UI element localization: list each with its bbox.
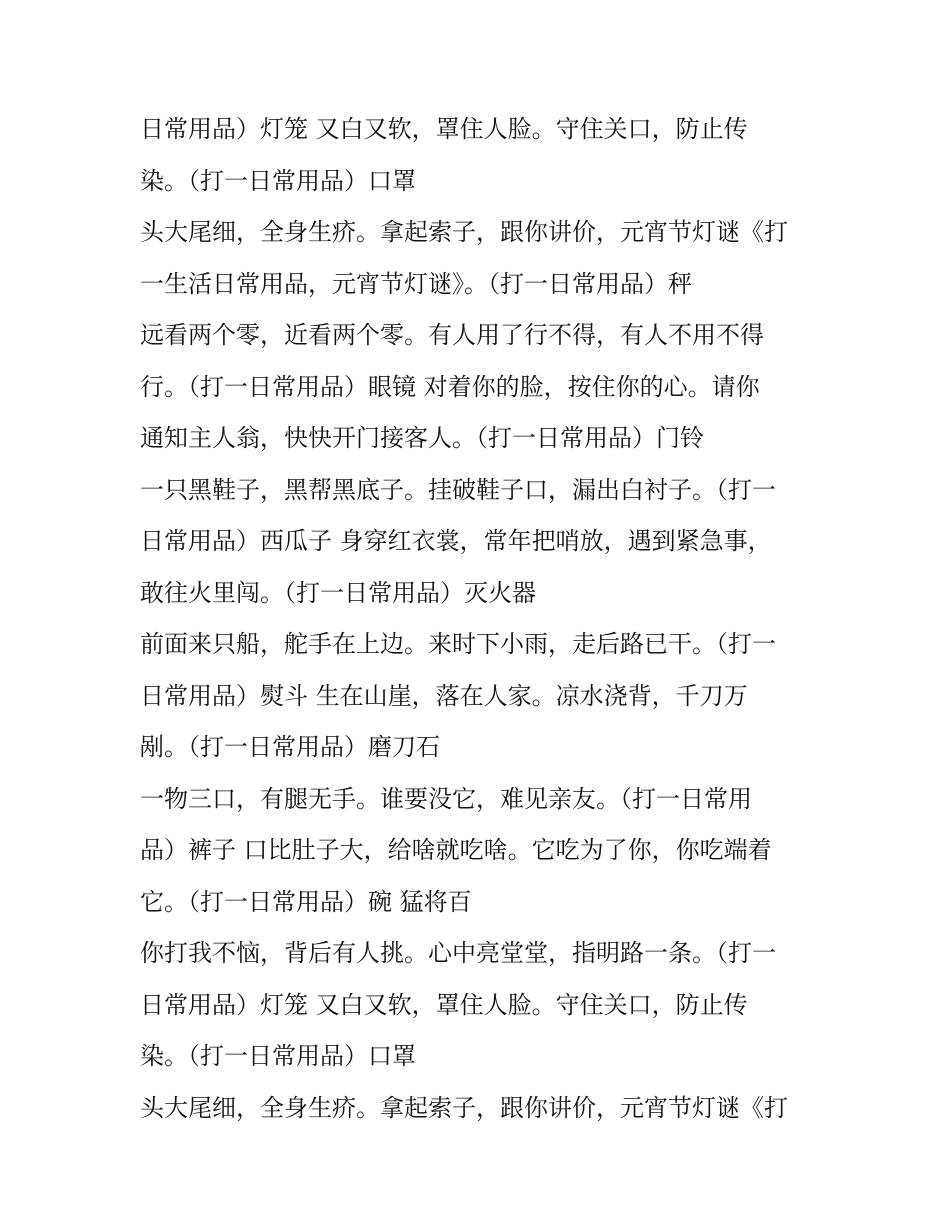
text-line-7: 通知主人翁，快快开门接客人。（打一日常用品）门铃 — [140, 424, 704, 452]
text-line-13: 剐。（打一日常用品）磨刀石 — [140, 733, 440, 761]
text-line-10: 敢往火里闯。（打一日常用品）灭火器 — [140, 578, 536, 607]
text-line-5: 远看两个零，近看两个零。有人用了行不得，有人不用不得 — [140, 321, 764, 349]
text-line-18: 日常用品）灯笼 又白又软，罩住人脸。守住关口，防止传 — [140, 990, 748, 1019]
text-line-11: 前面来只船，舵手在上边。来时下小雨，走后路已干。（打一 — [140, 630, 776, 658]
text-line-12: 日常用品）熨斗 生在山崖，落在人家。凉水浇背，千刀万 — [140, 681, 748, 710]
text-line-2: 染。（打一日常用品）口罩 — [140, 166, 416, 195]
text-line-6: 行。（打一日常用品）眼镜 对着你的脸，按住你的心。请你 — [140, 372, 760, 401]
text-line-3: 头大尾细，全身生疥。拿起索子，跟你讲价，元宵节灯谜《打 — [140, 218, 788, 246]
text-line-17: 你打我不恼，背后有人挑。心中亮堂堂，指明路一条。（打一 — [140, 939, 776, 967]
riddle-text-block — [140, 104, 840, 1134]
text-line-4: 一生活日常用品，元宵节灯谜》。（打一日常用品）秤 — [140, 269, 692, 298]
text-line-19: 染。（打一日常用品）口罩 — [140, 1042, 416, 1070]
text-line-20: 头大尾细，全身生疥。拿起索子，跟你讲价，元宵节灯谜《打 — [140, 1093, 788, 1122]
text-line-15: 品）裤子 口比肚子大，给啥就吃啥。它吃为了你，你吃端着 — [140, 836, 772, 864]
text-line-8: 一只黑鞋子，黑帮黑底子。挂破鞋子口，漏出白衬子。（打一 — [140, 475, 776, 504]
text-line-9: 日常用品）西瓜子 身穿红衣裳，常年把哨放，遇到紧急事， — [140, 527, 772, 555]
text-line-1: 日常用品）灯笼 又白又软，罩住人脸。守住关口，防止传 — [140, 115, 748, 143]
text-line-16: 它。（打一日常用品）碗 猛将百 — [140, 887, 472, 916]
text-line-14: 一物三口，有腿无手。谁要没它，难见亲友。（打一日常用 — [140, 784, 752, 813]
